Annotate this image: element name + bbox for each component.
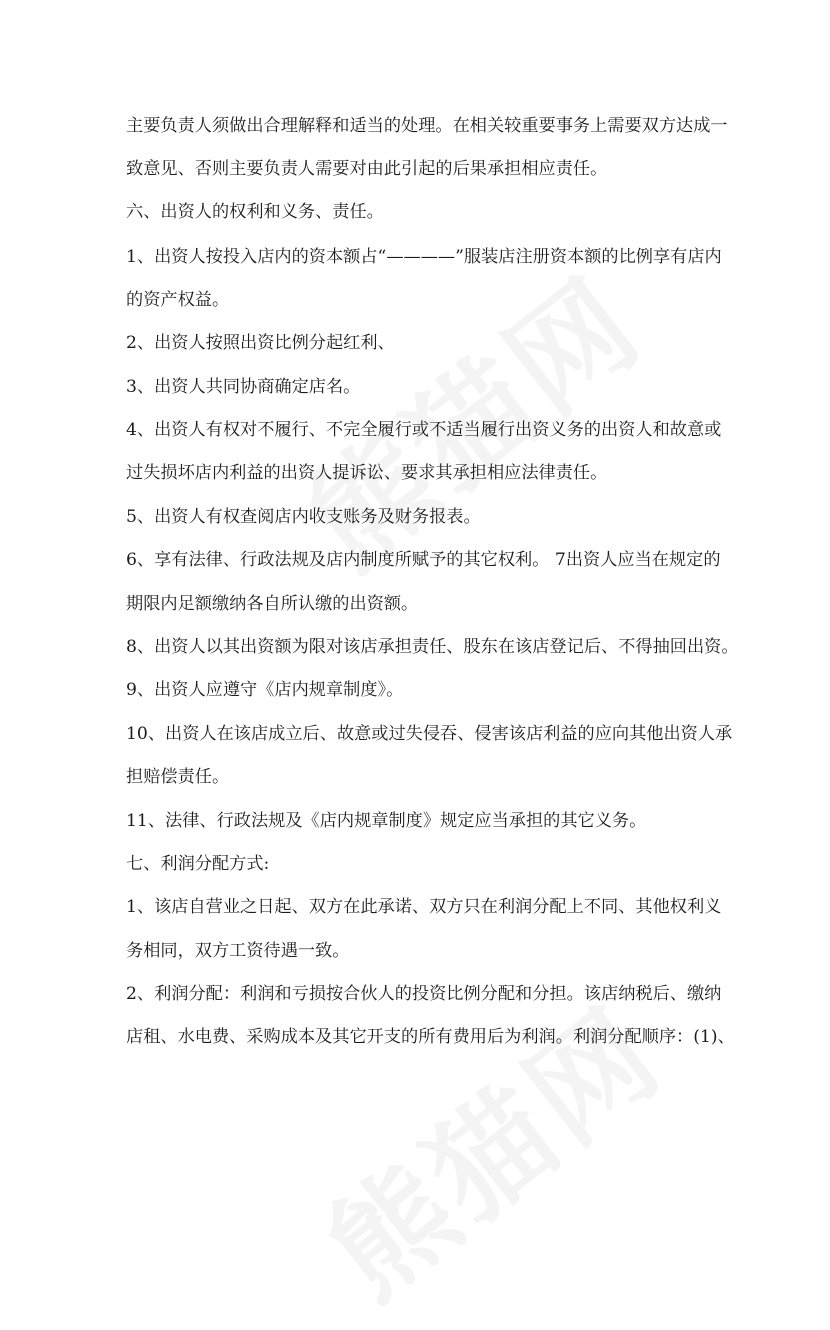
paragraph-line: 4、出资人有权对不履行、不完全履行或不适当履行出资义务的出资人和故意或 (126, 420, 722, 440)
paragraph-line: 主要负责人须做出合理解释和适当的处理。在相关较重要事务上需要双方达成一 (126, 116, 728, 136)
paragraph-line: 期限内足额缴纳各自所认缴的出资额。 (126, 594, 419, 614)
paragraph-line: 过失损坏店内利益的出资人提诉讼、要求其承担相应法律责任。 (126, 463, 608, 483)
paragraph-line: 6、享有法律、行政法规及店内制度所赋予的其它权利。 7出资人应当在规定的 (126, 550, 721, 570)
paragraph-line: 10、出资人在该店成立后、故意或过失侵吞、侵害该店利益的应向其他出资人承 (126, 724, 733, 744)
paragraph-line: 的资产权益。 (126, 290, 230, 310)
paragraph-line: 2、出资人按照出资比例分起红利、 (126, 333, 395, 353)
paragraph-line: 8、出资人以其出资额为限对该店承担责任、股东在该店登记后、不得抽回出资。 (126, 637, 739, 657)
watermark (287, 962, 691, 1330)
paragraph-line: 店租、水电费、采购成本及其它开支的所有费用后为利润。利润分配顺序：(1)、 (126, 1027, 735, 1047)
paragraph-line: 11、法律、行政法规及《店内规章制度》规定应当承担的其它义务。 (126, 811, 647, 831)
section-heading: 七、利润分配方式: (126, 854, 270, 874)
paragraph-line: 9、出资人应遵守《店内规章制度》。 (126, 680, 404, 700)
paragraph-line: 2、利润分配：利润和亏损按合伙人的投资比例分配和分担。该店纳税后、缴纳 (126, 984, 722, 1004)
paragraph-line: 5、出资人有权查阅店内收支账务及财务报表。 (126, 507, 481, 527)
paragraph-line: 务相同，双方工资待遇一致。 (126, 941, 350, 961)
paragraph-line: 3、出资人共同协商确定店名。 (126, 377, 361, 397)
section-heading: 六、出资人的权利和义务、责任。 (126, 202, 384, 222)
paragraph-line: 1、该店自营业之日起、双方在此承诺、双方只在利润分配上不同、其他权利义 (126, 897, 722, 917)
paragraph-line: 1、出资人按投入店内的资本额占“————”服装店注册资本额的比例享有店内 (126, 247, 722, 267)
paragraph-line: 担赔偿责任。 (126, 767, 230, 787)
paragraph-line: 致意见、否则主要负责人需要对由此引起的后果承担相应责任。 (126, 159, 608, 179)
